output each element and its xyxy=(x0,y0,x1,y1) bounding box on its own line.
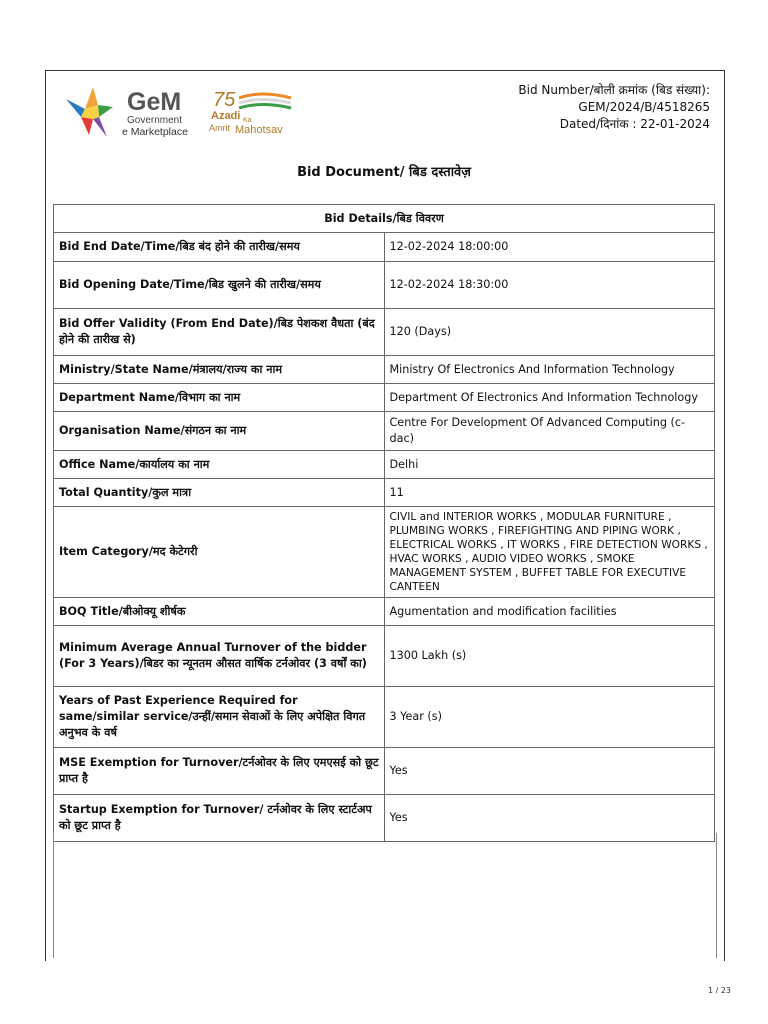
row-label: Bid End Date/Time/बिड बंद होने की तारीख/समय xyxy=(54,233,385,262)
gem-logo xyxy=(63,83,203,143)
document-title: Bid Document/ बिड दस्तावेज़ xyxy=(297,165,471,180)
table-row xyxy=(54,233,715,262)
svg-text:Amrit: Amrit xyxy=(209,123,230,133)
row-value: Agumentation and modification facilities xyxy=(384,598,715,626)
row-value: 12-02-2024 18:00:00 xyxy=(384,233,715,262)
bid-meta-block xyxy=(518,82,710,133)
row-value: Ministry Of Electronics And Information Technology xyxy=(384,356,715,384)
table-heading: Bid Details/बिड विवरण xyxy=(54,205,715,233)
row-label: Bid Offer Validity (From End Date)/बिड पेशकश वैधता (बंद होने की तारीख से) xyxy=(54,309,385,356)
table-row xyxy=(54,687,715,748)
row-label: MSE Exemption for Turnover/टर्नओवर के लिए एमएसई को छूट प्राप्त है xyxy=(54,748,385,795)
svg-text:Mahotsav: Mahotsav xyxy=(235,124,283,136)
svg-text:Ka: Ka xyxy=(243,117,252,124)
svg-text:Government: Government xyxy=(127,115,183,126)
row-value: Centre For Development Of Advanced Computing (c-dac) xyxy=(384,412,715,451)
bid-details-table xyxy=(53,204,715,842)
row-value: 1300 Lakh (s) xyxy=(384,626,715,687)
row-value: Yes xyxy=(384,748,715,795)
table-row xyxy=(54,507,715,598)
row-value: Delhi xyxy=(384,451,715,479)
table-row xyxy=(54,748,715,795)
row-label: Minimum Average Annual Turnover of the bidder (For 3 Years)/बिडर का न्यूनतम औसत वार्षिक टर्नओवर (3 वर्षों का) xyxy=(54,626,385,687)
row-value: 3 Year (s) xyxy=(384,687,715,748)
row-value: 120 (Days) xyxy=(384,309,715,356)
svg-text:e Marketplace: e Marketplace xyxy=(122,126,188,138)
dated-line xyxy=(518,116,710,133)
table-row xyxy=(54,412,715,451)
table-row xyxy=(54,479,715,507)
table-row xyxy=(54,626,715,687)
row-label: Startup Exemption for Turnover/ टर्नओवर के लिए स्टार्टअप को छूट प्राप्त है xyxy=(54,795,385,842)
row-label: Office Name/कार्यालय का नाम xyxy=(54,451,385,479)
dated-value: 22-01-2024 xyxy=(640,117,710,131)
table-row xyxy=(54,262,715,309)
table-row xyxy=(54,451,715,479)
dated-label: Dated/दिनांक : xyxy=(559,117,637,131)
gem-star-icon xyxy=(66,87,113,137)
row-label: Item Category/मद केटेगरी xyxy=(54,507,385,598)
table-row xyxy=(54,309,715,356)
row-value: 11 xyxy=(384,479,715,507)
next-section-box xyxy=(53,833,717,958)
table-row xyxy=(54,356,715,384)
row-value: Yes xyxy=(384,795,715,842)
row-label: Years of Past Experience Required for same/similar service/उन्हीं/समान सेवाओं के लिए अपेक्षित विगत अनुभव के वर्ष xyxy=(54,687,385,748)
row-label: Bid Opening Date/Time/बिड खुलने की तारीख/समय xyxy=(54,262,385,309)
table-row xyxy=(54,384,715,412)
row-label: Department Name/विभाग का नाम xyxy=(54,384,385,412)
page-number: 1 / 23 xyxy=(707,986,731,995)
row-value: CIVIL and INTERIOR WORKS , MODULAR FURNITURE , PLUMBING WORKS , FIREFIGHTING AND PIPING WORK , ELECTRICAL WORKS , IT WORKS , FIRE DETECTION WORKS , HVAC WORKS , AUDIO VIDEO WORKS , SMOKE MANAGEMENT SYSTEM , BUFFET TABLE FOR EXECUTIVE CANTEEN xyxy=(384,507,715,598)
azadi-ka-amrit-mahotsav-logo xyxy=(207,88,299,136)
row-label: Total Quantity/कुल मात्रा xyxy=(54,479,385,507)
table-row xyxy=(54,598,715,626)
row-label: Organisation Name/संगठन का नाम xyxy=(54,412,385,451)
svg-text:Azadi: Azadi xyxy=(211,110,241,122)
row-label: BOQ Title/बीओक्यू शीर्षक xyxy=(54,598,385,626)
row-value: Department Of Electronics And Information Technology xyxy=(384,384,715,412)
bid-number-label: Bid Number/बोली क्रमांक (बिड संख्या): xyxy=(518,83,710,97)
bid-number-value: GEM/2024/B/4518265 xyxy=(578,100,710,114)
seventy-five-mark: 75 xyxy=(213,89,236,111)
table-heading-row xyxy=(54,205,715,233)
row-value: 12-02-2024 18:30:00 xyxy=(384,262,715,309)
row-label: Ministry/State Name/मंत्रालय/राज्य का नाम xyxy=(54,356,385,384)
svg-text:GeM: GeM xyxy=(127,88,182,116)
